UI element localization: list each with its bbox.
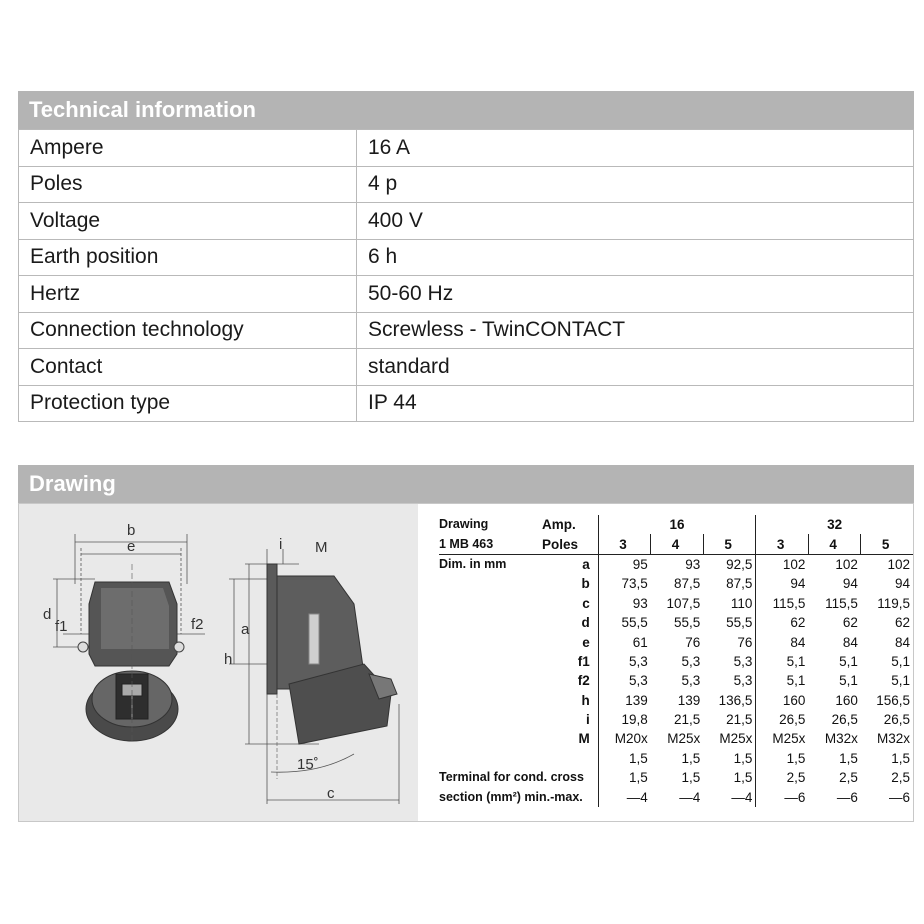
terminal-label: section (mm²) min.-max. [439, 789, 583, 804]
table-row [439, 613, 913, 632]
table-cell: M25x [667, 731, 701, 747]
poles-label: Poles [542, 534, 598, 554]
row-label [439, 729, 542, 748]
table-cell: 5,1 [839, 653, 858, 669]
row-value: 6 h [357, 239, 914, 276]
row-label [439, 632, 542, 651]
dimension-key: e [582, 634, 590, 650]
table-cell: M32x [876, 731, 910, 747]
table-cell: 55,5 [598, 613, 651, 632]
table-cell: 1,5 [598, 768, 651, 787]
dimension-key [542, 749, 598, 768]
table-cell: 76 [737, 634, 753, 650]
row-label [439, 691, 542, 710]
table-cell: M32x [824, 731, 858, 747]
table-row [439, 594, 913, 613]
dimension-key: b [581, 576, 590, 592]
technical-information-table [18, 129, 914, 422]
row-value: 400 V [357, 203, 914, 240]
table-cell: 119,5 [877, 595, 910, 611]
dimension-key: f1 [577, 653, 590, 669]
label-h: h [224, 651, 233, 668]
table-cell: 93 [685, 556, 701, 572]
label-a: a [241, 621, 250, 638]
table-cell: 1,5 [733, 750, 753, 766]
table-cell: 94 [756, 574, 809, 593]
table-row [439, 515, 913, 534]
table-cell: 5,3 [733, 673, 753, 689]
row-value: Screwless - TwinCONTACT [357, 312, 914, 349]
table-cell: 93 [598, 594, 651, 613]
table-cell: 5,1 [891, 673, 910, 689]
row-label: Contact [19, 349, 357, 386]
table-cell: 115,5 [756, 594, 809, 613]
table-row [439, 652, 913, 671]
pole-col: 3 [756, 534, 809, 554]
row-value: standard [357, 349, 914, 386]
table-cell: 84 [894, 634, 910, 650]
drawing-header: Drawing [18, 465, 914, 503]
row-label [439, 749, 542, 768]
table-cell: 1,5 [733, 770, 753, 786]
table-row [19, 203, 914, 240]
table-cell: 110 [730, 595, 753, 611]
dimension-key: d [581, 615, 590, 631]
table-cell: 62 [894, 615, 910, 631]
table-cell: 5,1 [756, 671, 809, 690]
table-cell: 1,5 [681, 770, 701, 786]
row-label: Hertz [19, 276, 357, 313]
technical-drawing-figure [19, 504, 418, 821]
table-cell: 87,5 [726, 576, 753, 592]
terminal-label: Terminal for cond. cross [439, 770, 584, 785]
pole-col: 5 [861, 534, 913, 554]
row-label [439, 710, 542, 729]
dimension-key: M [578, 731, 590, 747]
row-value: IP 44 [357, 385, 914, 422]
row-label [439, 613, 542, 632]
table-cell: 1,5 [756, 749, 809, 768]
table-cell: 94 [894, 576, 910, 592]
front-view [53, 534, 205, 744]
table-row [19, 130, 914, 167]
table-cell: 84 [756, 632, 809, 651]
label-M: M [315, 539, 328, 556]
label-f1: f1 [55, 618, 68, 635]
table-cell: 95 [598, 554, 651, 574]
table-cell: 5,1 [839, 673, 858, 689]
row-value: 16 A [357, 130, 914, 167]
row-label [439, 594, 542, 613]
table-cell: 21,5 [726, 712, 753, 728]
table-cell: 21,5 [674, 712, 701, 728]
table-row [439, 787, 913, 806]
table-cell: 2,5 [839, 770, 858, 786]
table-cell: —6 [888, 789, 910, 805]
table-cell: 62 [756, 613, 809, 632]
pole-col: 4 [651, 534, 704, 554]
table-row [439, 534, 913, 554]
label-e: e [127, 538, 136, 555]
part-number: 1 MB 463 [439, 534, 542, 554]
row-value: 50-60 Hz [357, 276, 914, 313]
table-row [19, 276, 914, 313]
table-cell: 107,5 [666, 595, 701, 611]
table-cell: 136,5 [718, 692, 753, 708]
table-cell: 2,5 [891, 770, 910, 786]
amp-label: Amp. [542, 517, 576, 533]
row-label [439, 671, 542, 690]
table-cell: 87,5 [674, 576, 701, 592]
table-cell: 76 [685, 634, 701, 650]
dimension-key: i [585, 712, 590, 728]
label-i: i [279, 536, 283, 553]
table-cell: 1,5 [891, 750, 910, 766]
row-label: Ampere [19, 130, 357, 167]
label-c: c [327, 785, 335, 802]
table-row [439, 768, 913, 787]
table-cell: 1,5 [681, 750, 701, 766]
technical-information-header: Technical information [18, 91, 914, 129]
dimension-key: a [582, 556, 590, 572]
amp-group-32: 32 [756, 515, 913, 534]
row-label: Poles [19, 166, 357, 203]
label-d: d [43, 606, 52, 623]
table-cell: 19,8 [598, 710, 651, 729]
table-cell: —4 [731, 789, 753, 805]
table-cell: 26,5 [831, 712, 858, 728]
table-cell: —4 [598, 787, 651, 806]
row-label [439, 574, 542, 593]
dimension-key: f2 [577, 673, 590, 689]
row-label: Connection technology [19, 312, 357, 349]
table-cell: 102 [835, 556, 858, 572]
dimension-key: h [581, 692, 590, 708]
table-cell: 2,5 [756, 768, 809, 787]
table-cell: 26,5 [756, 710, 809, 729]
table-cell: 5,3 [681, 673, 701, 689]
pole-col: 5 [703, 534, 756, 554]
table-row [19, 349, 914, 386]
table-cell: 102 [756, 554, 809, 574]
table-cell: 5,1 [756, 652, 809, 671]
table-cell: 115,5 [825, 595, 858, 611]
table-cell: M25x [719, 731, 753, 747]
table-cell: —6 [756, 787, 809, 806]
label-b: b [127, 522, 136, 539]
table-cell: 160 [835, 692, 858, 708]
row-label: Voltage [19, 203, 357, 240]
table-row [439, 710, 913, 729]
table-cell: 1,5 [598, 749, 651, 768]
table-cell: —4 [679, 789, 701, 805]
table-cell: —6 [836, 789, 858, 805]
amp-group-16: 16 [598, 515, 756, 534]
table-cell: M25x [756, 729, 809, 748]
table-row [19, 385, 914, 422]
dimension-key: c [582, 595, 590, 611]
row-label: Dim. in mm [439, 556, 507, 571]
table-cell: 62 [842, 615, 858, 631]
table-row [439, 574, 913, 593]
table-cell: M20x [598, 729, 651, 748]
table-cell: 55,5 [726, 615, 753, 631]
table-cell: 92,5 [726, 556, 753, 572]
table-cell: 73,5 [598, 574, 651, 593]
label-angle: 15˚ [297, 756, 319, 773]
table-row [19, 239, 914, 276]
drawing-panel [18, 503, 914, 822]
row-label [439, 652, 542, 671]
pole-col: 4 [808, 534, 860, 554]
row-label: Earth position [19, 239, 357, 276]
table-row [439, 749, 913, 768]
socket-drawing [19, 504, 418, 821]
table-cell: 1,5 [839, 750, 858, 766]
table-row [439, 691, 913, 710]
table-cell: 5,1 [891, 653, 910, 669]
row-value: 4 p [357, 166, 914, 203]
table-cell: 139 [677, 692, 701, 708]
table-cell: 156,5 [876, 692, 910, 708]
table-row [439, 554, 913, 574]
table-row [439, 671, 913, 690]
table-cell: 94 [842, 576, 858, 592]
table-cell: 160 [756, 691, 809, 710]
table-row [19, 312, 914, 349]
table-cell: 5,3 [598, 652, 651, 671]
pole-col: 3 [598, 534, 651, 554]
table-row [19, 166, 914, 203]
table-cell: 102 [887, 556, 910, 572]
table-row [439, 729, 913, 748]
label-f2: f2 [191, 616, 204, 633]
dimension-table [439, 515, 913, 807]
table-row [439, 632, 913, 651]
row-label: Protection type [19, 385, 357, 422]
table-cell: 84 [842, 634, 858, 650]
table-cell: 5,3 [733, 653, 753, 669]
table-cell: 5,3 [681, 653, 701, 669]
table-cell: 139 [598, 691, 651, 710]
drawing-label: Drawing [439, 517, 489, 532]
table-cell: 26,5 [883, 712, 910, 728]
table-cell: 55,5 [674, 615, 701, 631]
table-cell: 5,3 [598, 671, 651, 690]
table-cell: 61 [598, 632, 651, 651]
